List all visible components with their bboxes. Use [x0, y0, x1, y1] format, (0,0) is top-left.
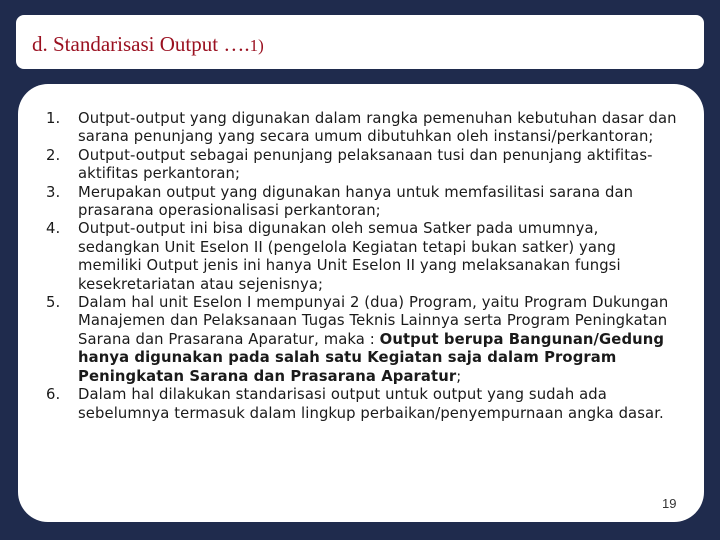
list-item — [40, 184, 680, 221]
list-item-text: Merupakan output yang digunakan hanya untuk memfasilitasi sarana dan prasarana operasionalisasi perkantoran; — [78, 183, 634, 220]
list-item-tail: ; — [456, 367, 462, 385]
list-item — [40, 147, 680, 184]
list-item-number: 2. — [46, 146, 61, 164]
numbered-list — [40, 110, 680, 423]
list-item-number: 1. — [46, 110, 61, 127]
list-item — [40, 294, 680, 386]
list-item — [40, 386, 680, 423]
list-item-number: 4. — [46, 220, 61, 238]
list-item-number: 5. — [46, 294, 61, 312]
list-item-text: Output-output ini bisa digunakan oleh semua Satker pada umumnya, sedangkan Unit Eselon II (pengelola Kegiatan tetapi bukan satker) yang memiliki Output jenis ini hanya Unit Eselon II yang melaksanakan fungsi kesekretariatan atau sejenisnya; — [78, 220, 621, 293]
list-item-text: Output-output sebagai penunjang pelaksanaan tusi dan penunjang aktifitas-aktifitas perkantoran; — [78, 146, 653, 183]
list-item-text: Dalam hal dilakukan standarisasi output untuk output yang sudah ada sebelumnya termasuk dalam lingkup perbaikan/penyempurnaan angka dasar. — [78, 386, 664, 422]
page-number: 19 — [662, 496, 677, 511]
slide-title-suffix: 1) — [249, 36, 264, 55]
slide-title-main: d. Standarisasi Output …. — [32, 32, 250, 56]
title-box — [16, 15, 704, 69]
slide-title — [32, 32, 264, 57]
list-item-text: Output-output yang digunakan dalam rangka pemenuhan kebutuhan dasar dan sarana penunjang yang secara umum dibutuhkan oleh instansi/perkantoran; — [78, 110, 677, 146]
list-item-bold-text: Output berupa Bangunan/Gedung hanya digunakan pada salah satu Kegiatan saja dalam Program Peningkatan Sarana dan Prasarana Aparatur — [78, 330, 665, 385]
list-item — [40, 220, 680, 294]
list-item-number: 6. — [46, 386, 61, 404]
list-item-text: Dalam hal unit Eselon I mempunyai 2 (dua) Program, yaitu Program Dukungan Manajemen dan Pelaksanaan Tugas Teknis Lainnya serta Program Peningkatan Sarana dan Prasarana Aparatur, maka : — [78, 294, 669, 348]
list-item — [40, 110, 680, 147]
list-item-number: 3. — [46, 183, 61, 201]
